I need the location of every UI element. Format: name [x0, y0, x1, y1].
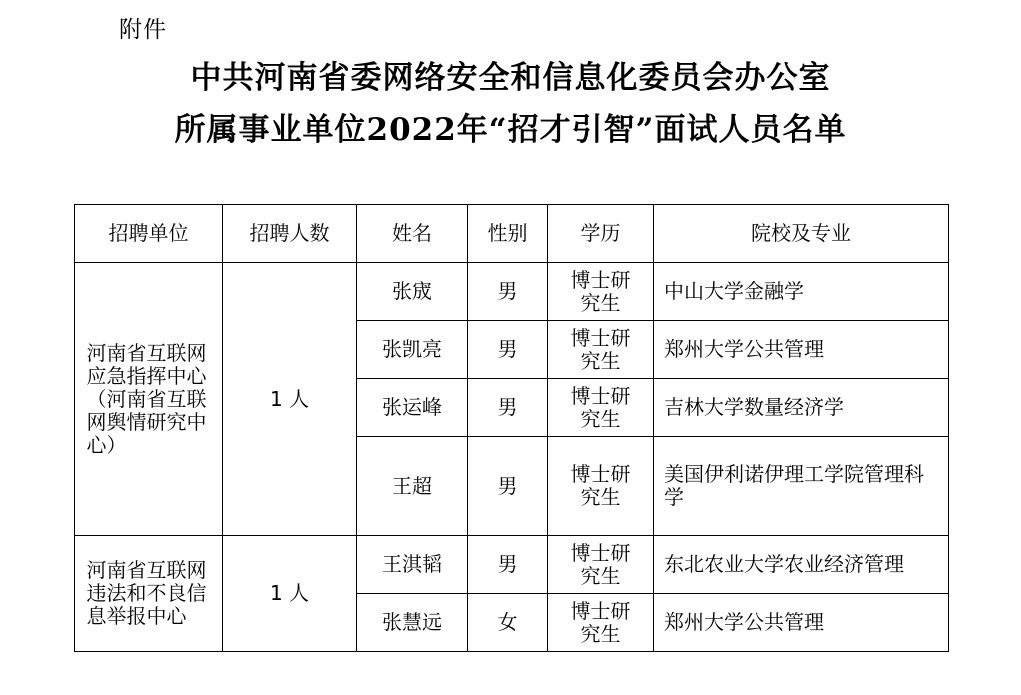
- name-cell: 王淇韬: [357, 536, 468, 594]
- education-text: 博士研究生: [570, 383, 631, 431]
- education-cell: [548, 437, 654, 536]
- header-count: 招聘人数: [223, 205, 357, 263]
- education-cell: [548, 594, 654, 652]
- table-header-row: [75, 205, 949, 263]
- header-school-major: 院校及专业: [654, 205, 949, 263]
- unit-cell: [75, 536, 223, 652]
- education-cell: [548, 379, 654, 437]
- school-major-cell: 东北农业大学农业经济管理: [654, 536, 949, 594]
- name-cell: 张宬: [357, 263, 468, 321]
- education-cell: [548, 263, 654, 321]
- header-unit: 招聘单位: [75, 205, 223, 263]
- count-cell: 1 人: [223, 536, 357, 652]
- education-text: 博士研究生: [570, 540, 631, 588]
- attachment-label: 附件: [119, 17, 167, 43]
- document-title-line2: 所属事业单位2022年“招才引智”面试人员名单: [174, 112, 847, 148]
- school-major-cell: 美国伊利诺伊理工学院管理科学: [654, 437, 949, 536]
- header-name: 姓名: [357, 205, 468, 263]
- school-major-cell: 吉林大学数量经济学: [654, 379, 949, 437]
- gender-cell: 男: [468, 536, 548, 594]
- name-cell: 张慧远: [357, 594, 468, 652]
- gender-cell: 男: [468, 263, 548, 321]
- name-cell: 张凯亮: [357, 321, 468, 379]
- header-education: 学历: [548, 205, 654, 263]
- school-major-cell: 郑州大学公共管理: [654, 594, 949, 652]
- name-cell: 张运峰: [357, 379, 468, 437]
- table-row: [75, 263, 949, 321]
- gender-cell: 男: [468, 379, 548, 437]
- school-major-cell: 中山大学金融学: [654, 263, 949, 321]
- education-cell: [548, 536, 654, 594]
- education-text: 博士研究生: [570, 598, 631, 646]
- education-text: 博士研究生: [570, 462, 631, 509]
- gender-cell: 男: [468, 437, 548, 536]
- header-gender: 性别: [468, 205, 548, 263]
- name-cell: 王超: [357, 437, 468, 536]
- unit-name: 河南省互联网应急指挥中心（河南省互联网舆情研究中心）: [86, 340, 207, 457]
- table-row: [75, 536, 949, 594]
- education-text: 博士研究生: [570, 325, 631, 373]
- document-title-line1: 中共河南省委网络安全和信息化委员会办公室: [190, 60, 831, 96]
- education-text: 博士研究生: [570, 267, 631, 315]
- unit-cell: [75, 263, 223, 536]
- education-cell: [548, 321, 654, 379]
- count-cell: 1 人: [223, 263, 357, 536]
- school-major-cell: 郑州大学公共管理: [654, 321, 949, 379]
- unit-name: 河南省互联网违法和不良信息举报中心: [86, 558, 207, 628]
- interview-roster-table: [74, 204, 949, 652]
- gender-cell: 女: [468, 594, 548, 652]
- gender-cell: 男: [468, 321, 548, 379]
